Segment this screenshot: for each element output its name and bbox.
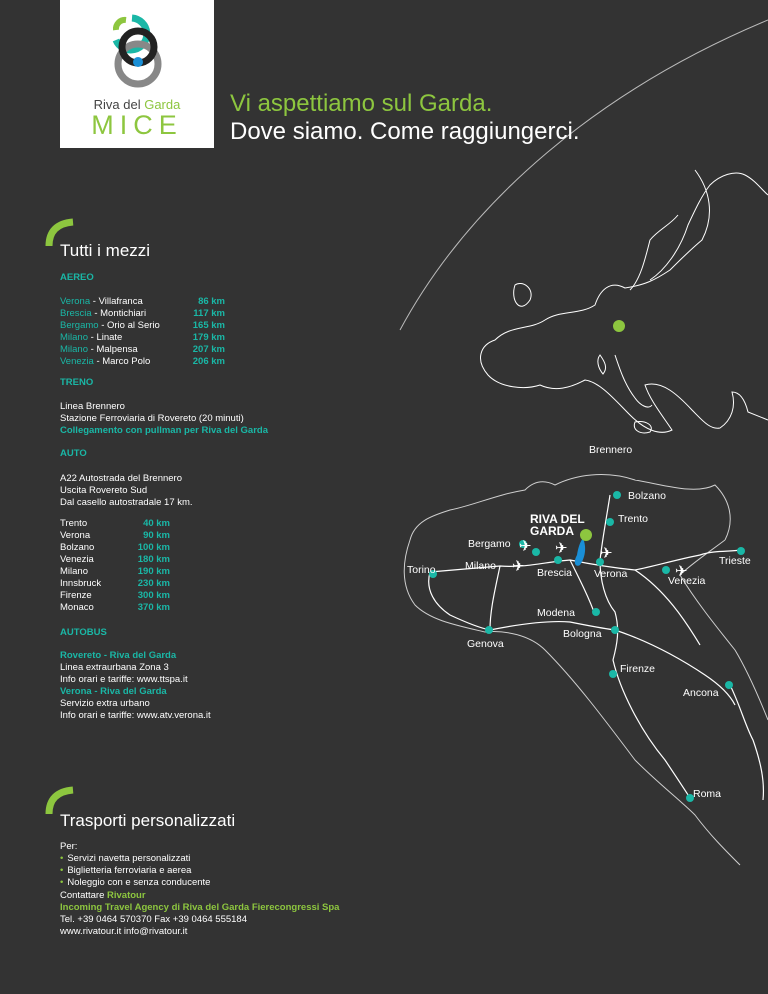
italy-map [395, 440, 768, 880]
aereo-heading: AEREO [60, 272, 94, 283]
list-item: Bergamo - Orio al Serio 165 km [60, 320, 225, 331]
logo-title: Riva del Garda [93, 97, 181, 112]
list-item: Venezia - Marco Polo 206 km [60, 356, 225, 367]
trasporti-per: Per: [60, 841, 78, 852]
city-dot-firenze [609, 670, 617, 678]
section-title-tutti-mezzi: Tutti i mezzi [60, 241, 151, 260]
map-label-firenze: Firenze [620, 663, 656, 675]
map-label-bolzano: Bolzano [628, 490, 666, 502]
list-item: Firenze 300 km [60, 590, 170, 601]
city-dot-genova [485, 626, 493, 634]
location-marker-icon [613, 320, 625, 332]
logo [60, 0, 214, 148]
airplane-icon: ✈ [675, 562, 688, 580]
treno-heading: TRENO [60, 377, 94, 388]
map-label-roma: Roma [693, 788, 722, 800]
airplane-icon: ✈ [600, 544, 613, 562]
auto-info: A22 Autostrada del Brennero Uscita Rovereto Sud Dal casello autostradale 17 km. [60, 473, 193, 508]
map-label-trieste: Trieste [719, 555, 751, 567]
bullet-icon: • [60, 853, 64, 864]
list-item: • Noleggio con e senza conducente [60, 877, 211, 888]
airplane-icon: ✈ [512, 557, 525, 575]
list-item: • Biglietteria ferroviaria e aerea [60, 865, 192, 876]
list-item: Milano 190 km [60, 566, 170, 577]
map-label-trento: Trento [618, 513, 648, 525]
map-label-brennero: Brennero [589, 444, 633, 456]
map-label-verona: Verona [594, 568, 628, 580]
map-label-torino: Torino [407, 564, 436, 576]
map-label-riva: RIVA DEL GARDA [530, 512, 585, 538]
list-item: Verona 90 km [60, 530, 170, 541]
city-dot-venezia [662, 566, 670, 574]
autobus-info: Rovereto - Riva del Garda Linea extraurbana Zona 3 Info orari e tariffe: www.ttspa.it Verona - Riva del Garda Servizio extra urbano Info orari e tariffe: www.atv.verona.it [60, 650, 211, 721]
airplane-icon: ✈ [519, 537, 532, 555]
list-item: • Servizi navetta personalizzati [60, 853, 191, 864]
map-label-ancona: Ancona [683, 687, 719, 699]
logo-mice: MICE [91, 110, 183, 140]
list-item: Milano - Linate 179 km [60, 332, 225, 343]
map-label-bologna: Bologna [563, 628, 602, 640]
bullet-icon: • [60, 865, 64, 876]
city-dot-ancona [725, 681, 733, 689]
list-item: Milano - Malpensa 207 km [60, 344, 225, 355]
auto-list [60, 518, 170, 614]
map-label-modena: Modena [537, 607, 575, 619]
city-dot-brescia [554, 556, 562, 564]
trasporti-bullets [60, 853, 210, 889]
headline: Vi aspettiamo sul Garda. [230, 90, 493, 117]
map-label-brescia: Brescia [537, 567, 573, 579]
map-label-venezia: Venezia [668, 575, 706, 587]
autobus-heading: AUTOBUS [60, 627, 107, 638]
map-label-milano: Milano [465, 560, 496, 572]
list-item: Bolzano 100 km [60, 542, 170, 553]
list-item: Venezia 180 km [60, 554, 170, 565]
city-dot-trento [606, 518, 614, 526]
bullet-icon: • [60, 877, 64, 888]
list-item: Trento 40 km [60, 518, 170, 529]
city-dot-bologna [611, 626, 619, 634]
list-item: Brescia - Montichiari 117 km [60, 308, 225, 319]
list-item: Verona - Villafranca 86 km [60, 296, 225, 307]
auto-heading: AUTO [60, 448, 87, 459]
treno-info: Linea Brennero Stazione Ferroviaria di Rovereto (20 minuti) Collegamento con pullman per Riva del Garda [60, 401, 268, 436]
subline: Dove siamo. Come raggiungerci. [230, 118, 580, 145]
aereo-list [60, 296, 230, 368]
map-label-bergamo: Bergamo [468, 538, 511, 550]
europe-map [440, 130, 768, 440]
section-title-trasporti: Trasporti personalizzati [60, 811, 236, 830]
city-dot-trieste [737, 547, 745, 555]
trasporti-contact: Contattare Rivatour Incoming Travel Agency di Riva del Garda Fierecongressi Spa Tel. +39 0464 570370 Fax +39 0464 555184 www.rivatour.it info@rivatour.it [60, 890, 340, 937]
city-dot-bolzano [613, 491, 621, 499]
list-item: Monaco 370 km [60, 602, 170, 613]
airplane-icon: ✈ [555, 539, 568, 557]
list-item: Innsbruck 230 km [60, 578, 170, 589]
city-dot-milano [532, 548, 540, 556]
map-label-genova: Genova [467, 638, 504, 650]
city-dot-modena [592, 608, 600, 616]
logo-mark-icon [60, 0, 214, 100]
